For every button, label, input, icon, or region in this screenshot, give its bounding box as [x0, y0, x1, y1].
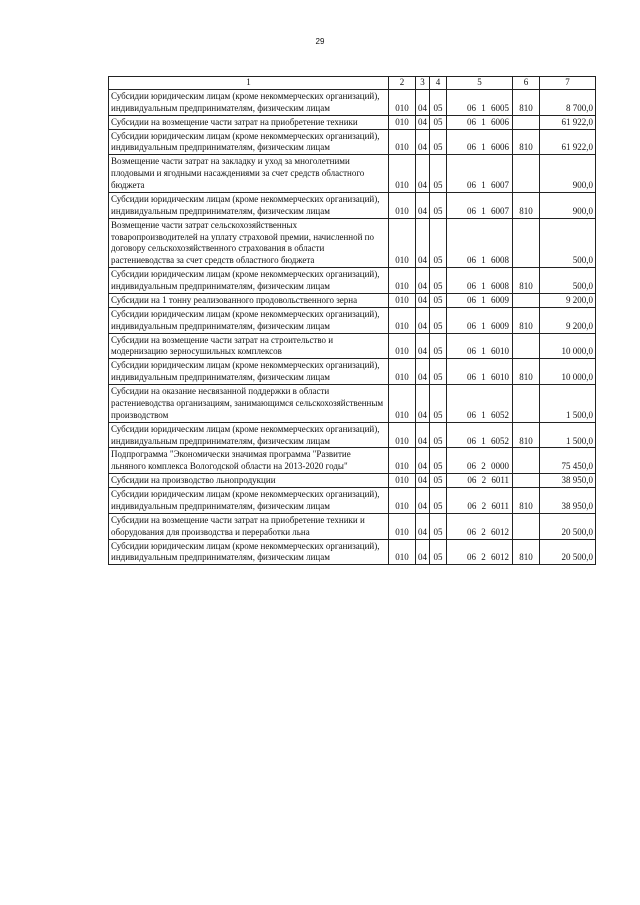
row-code-subsection: 05	[430, 359, 447, 385]
table-row	[109, 385, 596, 423]
table-row	[109, 192, 596, 218]
col-header-6: 6	[513, 77, 540, 90]
row-code-expense-type	[513, 333, 540, 359]
row-code-admin: 010	[389, 448, 416, 474]
row-name: Субсидии юридическим лицам (кроме некоммерческих организаций), индивидуальным предпринимателям, физическим лицам	[109, 268, 389, 294]
row-code-target: 06 1 6009	[447, 293, 513, 307]
row-code-subsection: 05	[430, 474, 447, 488]
row-code-target: 06 1 6006	[447, 115, 513, 129]
row-amount: 10 000,0	[540, 333, 596, 359]
row-code-admin: 010	[389, 513, 416, 539]
row-code-subsection: 05	[430, 155, 447, 193]
row-code-admin: 010	[389, 539, 416, 565]
row-code-admin: 010	[389, 129, 416, 155]
row-code-section: 04	[416, 218, 430, 268]
row-code-target: 06 1 6010	[447, 359, 513, 385]
row-code-section: 04	[416, 155, 430, 193]
row-code-target: 06 1 6010	[447, 333, 513, 359]
row-name: Субсидии на производство льнопродукции	[109, 474, 389, 488]
row-code-admin: 010	[389, 422, 416, 448]
row-code-target: 06 2 6011	[447, 488, 513, 514]
row-amount: 20 500,0	[540, 539, 596, 565]
row-code-subsection: 05	[430, 129, 447, 155]
row-code-section: 04	[416, 89, 430, 115]
row-code-expense-type	[513, 218, 540, 268]
table-row	[109, 115, 596, 129]
row-code-section: 04	[416, 307, 430, 333]
row-code-subsection: 05	[430, 422, 447, 448]
row-code-admin: 010	[389, 385, 416, 423]
row-amount: 8 700,0	[540, 89, 596, 115]
col-header-3: 3	[416, 77, 430, 90]
row-code-expense-type: 810	[513, 129, 540, 155]
row-name: Возмещение части затрат сельскохозяйственных товаропроизводителей на уплату страховой премии, начисленной по договору сельскохозяйственного страхования в области растениеводства за счет средств областного бюджета	[109, 218, 389, 268]
row-code-subsection: 05	[430, 293, 447, 307]
table-row	[109, 513, 596, 539]
row-code-section: 04	[416, 474, 430, 488]
row-name: Субсидии юридическим лицам (кроме некоммерческих организаций), индивидуальным предпринимателям, физическим лицам	[109, 192, 389, 218]
row-code-expense-type	[513, 385, 540, 423]
row-code-section: 04	[416, 192, 430, 218]
row-code-expense-type: 810	[513, 488, 540, 514]
row-code-section: 04	[416, 539, 430, 565]
row-code-section: 04	[416, 422, 430, 448]
row-code-expense-type	[513, 155, 540, 193]
table-row	[109, 448, 596, 474]
row-code-section: 04	[416, 448, 430, 474]
row-code-target: 06 2 6012	[447, 539, 513, 565]
table-row	[109, 359, 596, 385]
row-code-admin: 010	[389, 488, 416, 514]
table-body	[109, 89, 596, 564]
page-number: 29	[315, 37, 325, 46]
row-code-admin: 010	[389, 293, 416, 307]
row-code-target: 06 2 6012	[447, 513, 513, 539]
row-code-admin: 010	[389, 192, 416, 218]
row-code-admin: 010	[389, 155, 416, 193]
row-code-subsection: 05	[430, 385, 447, 423]
budget-table	[108, 76, 596, 565]
row-code-expense-type: 810	[513, 192, 540, 218]
row-code-target: 06 1 6009	[447, 307, 513, 333]
row-code-admin: 010	[389, 268, 416, 294]
row-code-target: 06 1 6005	[447, 89, 513, 115]
row-code-admin: 010	[389, 333, 416, 359]
row-name: Субсидии на возмещение части затрат на приобретение техники	[109, 115, 389, 129]
row-code-expense-type	[513, 293, 540, 307]
table-row	[109, 129, 596, 155]
row-code-subsection: 05	[430, 268, 447, 294]
row-amount: 1 500,0	[540, 385, 596, 423]
row-code-subsection: 05	[430, 448, 447, 474]
row-code-section: 04	[416, 115, 430, 129]
row-code-admin: 010	[389, 359, 416, 385]
row-name: Подпрограмма "Экономически значимая программа "Развитие льняного комплекса Вологодской области на 2013-2020 годы"	[109, 448, 389, 474]
col-header-5: 5	[447, 77, 513, 90]
row-code-subsection: 05	[430, 307, 447, 333]
row-code-subsection: 05	[430, 333, 447, 359]
row-amount: 9 200,0	[540, 293, 596, 307]
row-name: Субсидии юридическим лицам (кроме некоммерческих организаций), индивидуальным предпринимателям, физическим лицам	[109, 359, 389, 385]
row-code-subsection: 05	[430, 89, 447, 115]
row-code-section: 04	[416, 129, 430, 155]
row-code-section: 04	[416, 333, 430, 359]
row-name: Субсидии на возмещение части затрат на приобретение техники и оборудования для производства и переработки льна	[109, 513, 389, 539]
col-header-7: 7	[540, 77, 596, 90]
row-amount: 900,0	[540, 192, 596, 218]
row-code-target: 06 1 6007	[447, 192, 513, 218]
row-name: Субсидии юридическим лицам (кроме некоммерческих организаций), индивидуальным предпринимателям, физическим лицам	[109, 307, 389, 333]
row-name: Субсидии юридическим лицам (кроме некоммерческих организаций), индивидуальным предпринимателям, физическим лицам	[109, 539, 389, 565]
col-header-1: 1	[109, 77, 389, 90]
row-amount: 9 200,0	[540, 307, 596, 333]
row-code-subsection: 05	[430, 488, 447, 514]
row-code-target: 06 1 6008	[447, 268, 513, 294]
row-code-section: 04	[416, 268, 430, 294]
table-row	[109, 474, 596, 488]
row-name: Субсидии юридическим лицам (кроме некоммерческих организаций), индивидуальным предпринимателям, физическим лицам	[109, 89, 389, 115]
row-amount: 61 922,0	[540, 129, 596, 155]
row-code-target: 06 2 0000	[447, 448, 513, 474]
row-amount: 61 922,0	[540, 115, 596, 129]
row-code-subsection: 05	[430, 218, 447, 268]
row-name: Субсидии на возмещение части затрат на строительство и модернизацию зерносушильных комплексов	[109, 333, 389, 359]
row-code-target: 06 1 6007	[447, 155, 513, 193]
row-code-subsection: 05	[430, 539, 447, 565]
row-code-section: 04	[416, 488, 430, 514]
table-row	[109, 89, 596, 115]
row-code-admin: 010	[389, 218, 416, 268]
header-row	[109, 77, 596, 90]
row-code-expense-type: 810	[513, 422, 540, 448]
row-code-expense-type: 810	[513, 89, 540, 115]
row-name: Субсидии юридическим лицам (кроме некоммерческих организаций), индивидуальным предпринимателям, физическим лицам	[109, 488, 389, 514]
row-code-target: 06 1 6006	[447, 129, 513, 155]
row-amount: 500,0	[540, 218, 596, 268]
row-code-expense-type: 810	[513, 359, 540, 385]
row-code-target: 06 1 6052	[447, 422, 513, 448]
row-amount: 75 450,0	[540, 448, 596, 474]
table-row	[109, 488, 596, 514]
row-name: Возмещение части затрат на закладку и уход за многолетними плодовыми и ягодными насаждениями за счет средств областного бюджета	[109, 155, 389, 193]
row-code-target: 06 1 6052	[447, 385, 513, 423]
row-code-section: 04	[416, 359, 430, 385]
row-code-admin: 010	[389, 115, 416, 129]
row-amount: 38 950,0	[540, 488, 596, 514]
row-code-expense-type	[513, 115, 540, 129]
row-code-subsection: 05	[430, 115, 447, 129]
row-name: Субсидии юридическим лицам (кроме некоммерческих организаций), индивидуальным предпринимателям, физическим лицам	[109, 422, 389, 448]
row-code-expense-type: 810	[513, 268, 540, 294]
row-amount: 38 950,0	[540, 474, 596, 488]
row-code-target: 06 2 6011	[447, 474, 513, 488]
row-amount: 500,0	[540, 268, 596, 294]
row-code-expense-type	[513, 448, 540, 474]
row-name: Субсидии на 1 тонну реализованного продовольственного зерна	[109, 293, 389, 307]
table-row	[109, 268, 596, 294]
table-row	[109, 333, 596, 359]
row-code-expense-type	[513, 513, 540, 539]
row-code-admin: 010	[389, 307, 416, 333]
col-header-2: 2	[389, 77, 416, 90]
row-code-expense-type	[513, 474, 540, 488]
row-name: Субсидии юридическим лицам (кроме некоммерческих организаций), индивидуальным предпринимателям, физическим лицам	[109, 129, 389, 155]
row-code-admin: 010	[389, 89, 416, 115]
row-code-subsection: 05	[430, 192, 447, 218]
row-code-target: 06 1 6008	[447, 218, 513, 268]
row-name: Субсидии на оказание несвязанной поддержки в области растениеводства организациям, занимающимся сельскохозяйственным производством	[109, 385, 389, 423]
row-amount: 20 500,0	[540, 513, 596, 539]
row-code-section: 04	[416, 293, 430, 307]
row-code-section: 04	[416, 385, 430, 423]
row-amount: 900,0	[540, 155, 596, 193]
row-code-admin: 010	[389, 474, 416, 488]
table-row	[109, 155, 596, 193]
col-header-4: 4	[430, 77, 447, 90]
table-row	[109, 539, 596, 565]
table-row	[109, 307, 596, 333]
table-row	[109, 218, 596, 268]
table-row	[109, 422, 596, 448]
row-code-expense-type: 810	[513, 307, 540, 333]
row-amount: 1 500,0	[540, 422, 596, 448]
table-row	[109, 293, 596, 307]
row-code-section: 04	[416, 513, 430, 539]
row-amount: 10 000,0	[540, 359, 596, 385]
row-code-subsection: 05	[430, 513, 447, 539]
row-code-expense-type: 810	[513, 539, 540, 565]
